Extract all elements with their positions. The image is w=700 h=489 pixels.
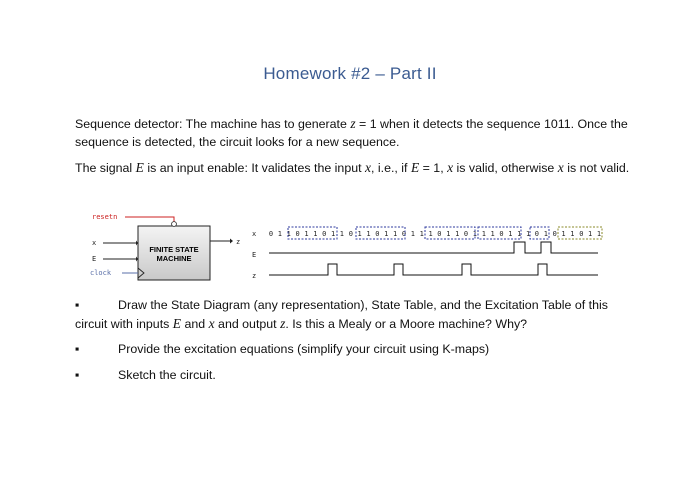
- paragraph-sequence-detector: [75, 115, 635, 151]
- x-bit: 0: [552, 230, 557, 238]
- x-bit: 1: [419, 230, 424, 238]
- fsm-block-label-1: FINITE STATE: [149, 245, 199, 254]
- wave-label-E: E: [252, 251, 257, 259]
- text: and output: [214, 316, 281, 331]
- input-label-clock: clock: [90, 269, 112, 277]
- text: The signal: [75, 161, 136, 175]
- x-bit: 1: [561, 230, 566, 238]
- wave-label-z: z: [252, 272, 257, 280]
- var-E: E: [410, 160, 420, 175]
- x-bit: 1: [286, 230, 291, 238]
- x-bit: 1: [366, 230, 371, 238]
- x-bit: 1: [508, 230, 513, 238]
- x-bit: 1: [587, 230, 593, 238]
- var-z: z: [350, 116, 356, 131]
- x-bit: 1: [428, 230, 433, 238]
- bullet-mark: ▪: [75, 298, 80, 312]
- x-bit: 0: [579, 230, 584, 238]
- page-title: Homework #2 – Part II: [263, 64, 437, 83]
- x-bit: 1: [543, 230, 548, 238]
- x-bit: 1: [570, 230, 575, 238]
- bullet-sketch-circuit: [75, 367, 635, 385]
- text: = 1 when it detects the sequence 1011. Once the sequence is detected, the circuit looks for a new sequence.: [75, 117, 628, 149]
- x-bit: 1: [392, 230, 398, 238]
- text: = 1,: [419, 161, 448, 175]
- x-bit-stream: [269, 230, 601, 238]
- x-bit: 1: [304, 230, 309, 238]
- x-bit: 1: [313, 230, 318, 238]
- var-x: x: [557, 160, 564, 175]
- fsm-diagram: [85, 208, 610, 288]
- x-bit: 0: [322, 230, 327, 238]
- x-bit: 0: [375, 230, 380, 238]
- text: Sequence detector: The machine has to generate: [75, 117, 351, 131]
- input-label-E: E: [92, 255, 97, 263]
- x-bit: 0: [401, 230, 407, 238]
- text: is an input enable: It validates the input: [143, 161, 365, 175]
- x-bit: 0: [437, 230, 442, 238]
- bullet-state-diagram: [75, 297, 635, 333]
- x-bit: 1: [596, 230, 602, 238]
- var-x: x: [208, 315, 215, 331]
- x-bit: 1: [490, 230, 495, 238]
- x-bit: 1: [277, 230, 283, 238]
- fsm-block-label-2: MACHINE: [156, 254, 192, 263]
- x-bit: 1: [455, 230, 460, 238]
- x-bit: 1: [481, 230, 486, 238]
- arrow-head: [230, 239, 233, 244]
- x-bit: 0: [534, 230, 540, 238]
- text: Provide the excitation equations (simplify your circuit using K-maps): [118, 342, 490, 356]
- paragraph-enable-signal: [75, 159, 635, 178]
- x-bit: 1: [446, 230, 451, 238]
- input-label-x: x: [92, 239, 97, 247]
- x-bit: 1: [472, 230, 478, 238]
- text: . Is this a Mealy or a Moore machine? Why?: [285, 316, 528, 331]
- x-bit: 1: [384, 230, 389, 238]
- text: and: [181, 316, 209, 331]
- x-bit: 1: [357, 230, 362, 238]
- x-bit: 0: [348, 230, 353, 238]
- wave-label-x: x: [252, 230, 257, 238]
- var-x: x: [447, 160, 454, 175]
- x-bit: 1: [525, 230, 531, 238]
- resetn-wire: [125, 217, 174, 223]
- E-waveform: [269, 242, 598, 253]
- text: Draw the State Diagram (any representation), State Table, and the Excitation Table of this circuit with inputs: [75, 298, 608, 331]
- bullet-mark: ▪: [75, 342, 80, 356]
- text: is not valid.: [563, 161, 630, 175]
- x-bit: 1: [517, 230, 522, 238]
- x-bit: 0: [463, 230, 469, 238]
- fsm-figure: [85, 208, 610, 288]
- var-E: E: [172, 315, 182, 331]
- text: Sketch the circuit.: [118, 368, 216, 382]
- bullet-mark: ▪: [75, 368, 80, 382]
- x-bit: 1: [410, 230, 415, 238]
- x-bit: 0: [295, 230, 300, 238]
- var-x: x: [365, 160, 371, 175]
- x-bit: 1: [339, 230, 345, 238]
- input-label-resetn: resetn: [92, 213, 118, 221]
- z-waveform: [269, 264, 598, 275]
- text: , i.e., if: [371, 161, 411, 175]
- var-z: z: [280, 315, 286, 331]
- bullet-excitation-equations: [75, 341, 635, 359]
- reset-bubble: [172, 222, 177, 227]
- x-bit: 0: [499, 230, 504, 238]
- text: is valid, otherwise: [453, 161, 558, 175]
- x-bit: 0: [268, 230, 274, 238]
- var-E: E: [135, 160, 144, 175]
- x-bit: 1: [330, 230, 336, 238]
- output-label-z: z: [236, 238, 241, 246]
- sequence-box: [356, 227, 405, 239]
